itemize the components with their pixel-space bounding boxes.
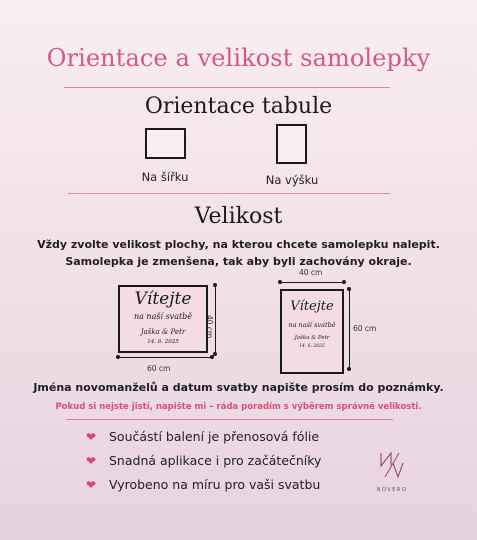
portrait-orientation-icon [276,124,307,164]
feature-text: Součástí balení je přenosová fólie [109,429,320,444]
feature-item [86,429,319,444]
sticker-subtitle: na naší svatbě [133,312,193,321]
heart-icon: ❤ [86,477,97,492]
feature-text: Vyrobeno na míru pro vaši svatbu [109,477,321,492]
note-main: Jména novomanželů a datum svatby napište prosím do poznámky. [33,381,444,394]
size-title: Velikost [194,204,283,229]
height-dimension-line [215,285,216,355]
sticker-subtitle: na naší svatbě [288,321,336,329]
sticker-date: 14. 6. 2025 [299,344,325,349]
note-hint: Pokud si nejste jistí, napište mi – ráda poradím s výběrem správné velikosti. [55,402,422,412]
brand-name: NOVERO [376,487,408,493]
portrait-height-label: 60 cm [353,324,377,333]
portrait-label: Na výšku [265,173,319,187]
feature-item [86,453,321,468]
landscape-sticker-preview [118,285,208,353]
landscape-orientation-icon [145,128,186,159]
width-dimension-line [118,357,212,358]
portrait-sticker-preview [280,289,344,374]
divider [66,419,393,420]
dimension-end [342,280,346,284]
orientation-title: Orientace tabule [144,94,333,119]
size-description: Vždy zvolte velikost plochy, na kterou chcete samolepku nalepit. [37,238,440,251]
dimension-end [213,352,217,356]
landscape-width-label: 60 cm [147,364,171,373]
page-title: Orientace a velikost samolepky [46,44,431,72]
feature-item [86,477,320,492]
heart-icon: ❤ [86,429,97,444]
heart-icon: ❤ [86,453,97,468]
sticker-names: Jaška & Petr [140,328,186,336]
dimension-end [347,367,351,371]
dimension-end [116,355,120,359]
dimension-end [278,280,282,284]
divider [68,193,390,194]
sticker-date: 14. 6. 2025 [147,339,179,345]
landscape-height-label: 40 cm [205,315,214,339]
width-dimension-line [280,282,344,283]
dimension-end [347,287,351,291]
dimension-end [213,283,217,287]
feature-text: Snadná aplikace i pro začátečníky [109,453,322,468]
divider [64,87,390,88]
landscape-label: Na šířku [141,170,189,184]
novero-logo-icon [379,451,405,479]
height-dimension-line [349,289,350,369]
size-description-2: Samolepka je zmenšena, tak aby byli zachovány okraje. [65,255,412,268]
portrait-width-label: 40 cm [299,268,323,277]
sticker-welcome: Vítejte [134,289,192,309]
sticker-welcome: Vítejte [290,299,334,314]
sticker-names: Jaška & Petr [294,335,330,341]
